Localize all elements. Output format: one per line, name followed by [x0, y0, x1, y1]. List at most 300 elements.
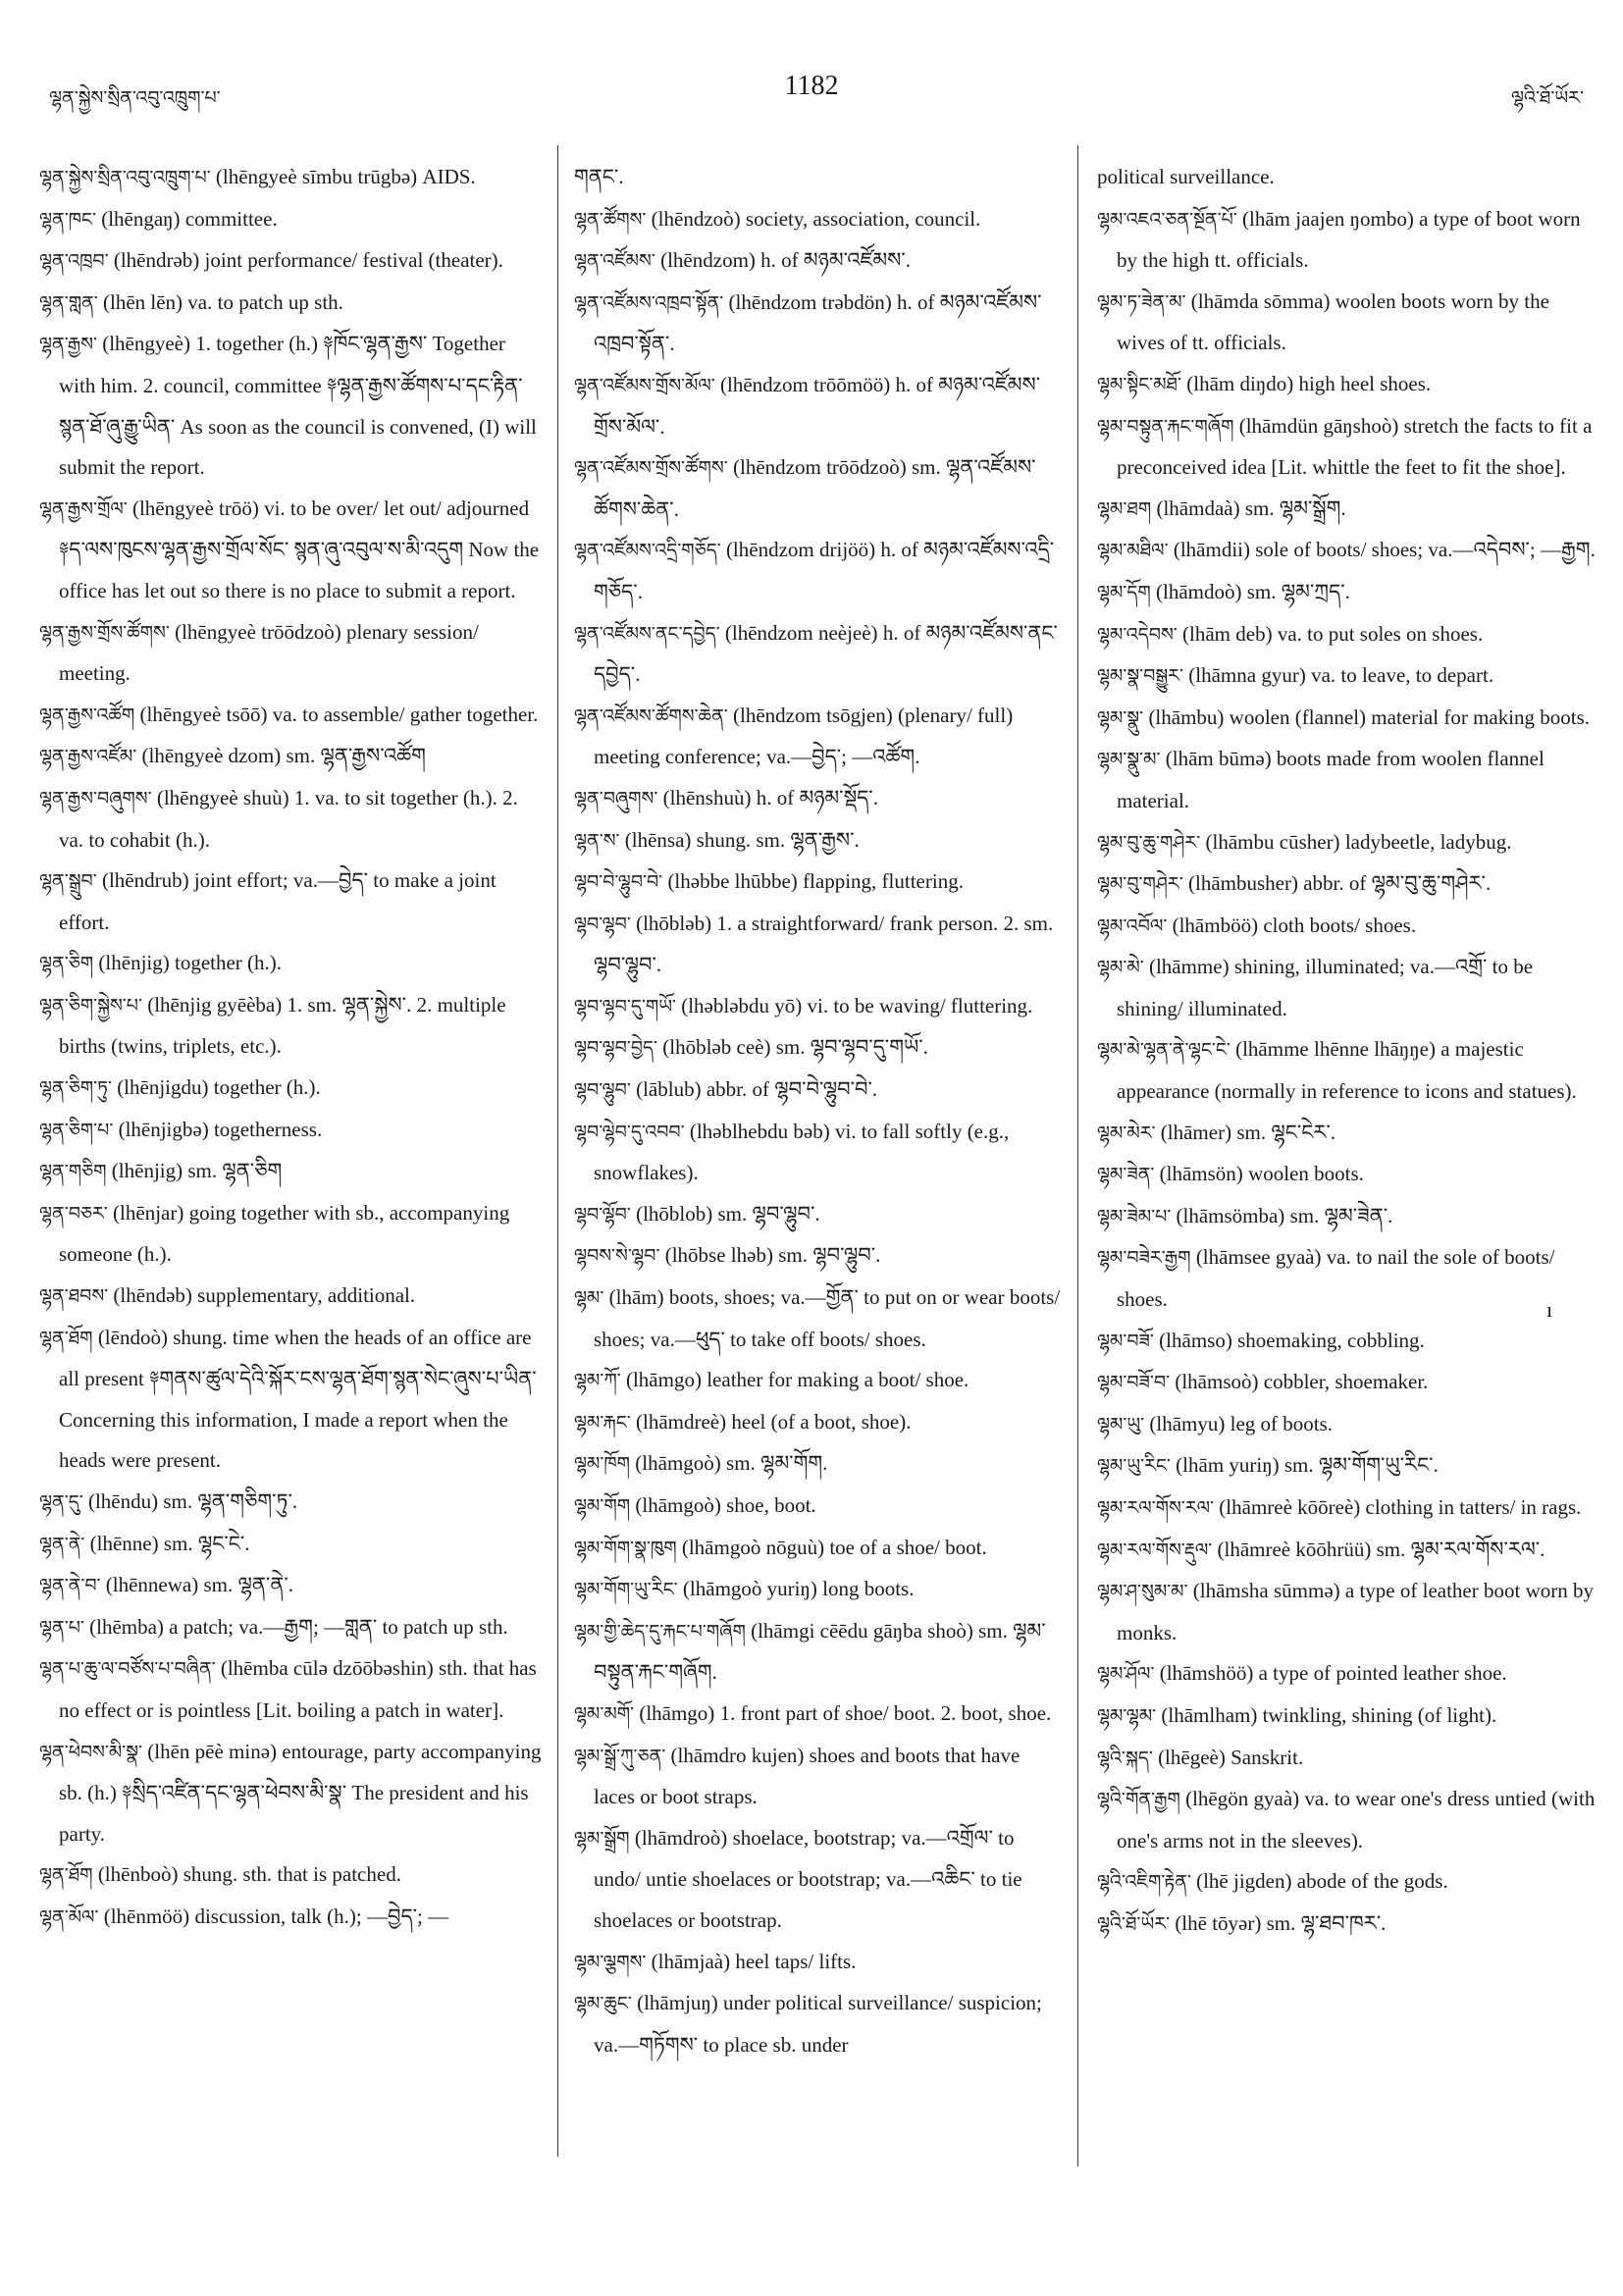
entry-pronunciation: (lhē tōyər): [1175, 1910, 1262, 1935]
entry-pronunciation: (lhēndrub): [101, 868, 189, 893]
entry-headword: ལྷན་འཛོམས་འདྲི་གཅོད་: [574, 540, 721, 562]
entry-pronunciation: (lhəbləbdu yō): [681, 993, 803, 1018]
entry-headword: ལྷན་རྒྱས་གྲོལ་: [39, 497, 128, 520]
dictionary-entry: [1097, 655, 1597, 698]
entry-pronunciation: (lhāmreè kōōreè): [1219, 1495, 1361, 1519]
entry-headword: ལྷམ་འབོལ་: [1097, 914, 1168, 937]
entry-headword: ལྷན་བཅར་: [39, 1202, 108, 1225]
entry-headword: ལྷན་ཅིག་སྐྱེས་པ་: [39, 994, 142, 1017]
dictionary-entry: [1097, 364, 1597, 406]
entry-definition: 1. a straightforward/ frank person. 2. sm. ལྷབ་ལྷུབ་.: [594, 911, 1054, 977]
entry-headword: ལྷམ་བཟོ་: [1097, 1330, 1154, 1352]
entry-definition: sm. ལྷན་རྒྱས་འཚོག: [286, 744, 426, 768]
entry-pronunciation: (lhāmgo): [625, 1368, 702, 1392]
dictionary-entry: [574, 1443, 1065, 1486]
entry-pronunciation: (lhāmyu): [1149, 1411, 1226, 1435]
entry-pronunciation: (lhēgön gyaà): [1185, 1787, 1300, 1811]
entry-pronunciation: (lhāmlham): [1161, 1702, 1258, 1727]
entry-pronunciation: (lhāmgoò): [635, 1493, 721, 1517]
dictionary-entry: [1097, 1362, 1597, 1404]
entry-pronunciation: (lhēnmöö): [103, 1904, 190, 1928]
entry-pronunciation: (lhāmda sōmma): [1190, 288, 1331, 313]
dictionary-entry: [39, 324, 545, 488]
entry-definition: shoemaking, cobbling.: [1237, 1328, 1425, 1352]
entry-definition: གནང་.: [574, 165, 624, 188]
entry-definition: stretch the facts to fit a preconceived idea [Lit. whittle the feet to fit the shoe].: [1117, 413, 1593, 480]
entry-pronunciation: (lhāmdroò): [634, 1825, 728, 1850]
dictionary-entry: [574, 1942, 1065, 1984]
dictionary-entry: [1097, 1738, 1597, 1780]
entry-definition: shung. time when the heads of an office are all present ༈གནས་ཚུལ་དེའི་སྐོར་ངས་ལྷན་ཐོག་སྙན་སེང་ཞུས་པ་ཡིན་ Concerning this information, I made a report when the heads were present.: [59, 1325, 537, 1473]
entry-pronunciation: (lhēndzom neèjeè): [724, 620, 878, 645]
entry-headword: ལྷབ་ལྷབ་: [574, 913, 631, 935]
dictionary-entry: [39, 1732, 545, 1855]
dictionary-entry: [574, 240, 1065, 283]
entry-headword: ལྷམ་འཇའ་ཅན་སྔོན་པོ་: [1097, 208, 1237, 231]
entry-definition: sm. ལྷམ་གོག.: [726, 1451, 828, 1476]
entry-definition: vi. to fall softly (e.g., snowflakes).: [594, 1119, 1010, 1185]
dictionary-entry: [574, 1611, 1065, 1694]
entry-definition: h. of མཉམ་འཛོམས་གྲོས་མོལ་.: [594, 372, 1041, 439]
entry-headword: ལྷམ་ཀོ་: [574, 1370, 621, 1392]
dictionary-entry: [1097, 199, 1597, 282]
entry-definition: flapping, fluttering.: [803, 869, 964, 894]
entry-pronunciation: (lhāmjuŋ): [637, 1991, 718, 2015]
entry-definition: togetherness.: [213, 1117, 323, 1141]
entry-definition: together (h.).: [213, 1075, 321, 1100]
entry-headword: ལྷན་ཅིག: [39, 953, 94, 975]
dictionary-entry: [39, 1607, 545, 1649]
entry-headword: ལྷམ་ཐག: [1097, 497, 1152, 520]
dictionary-entry: [39, 1565, 545, 1607]
entry-pronunciation: (lhēngyeè trōōdzoò): [175, 619, 341, 644]
entry-definition: va. to assemble/ gather together.: [272, 702, 539, 726]
entry-headword: ལྷམ་ཡུ་: [1097, 1413, 1145, 1435]
dictionary-entry: [39, 283, 545, 325]
dictionary-entry: [1097, 1861, 1597, 1904]
entry-headword: ལྷན་རྒྱས་འཛོམ་: [39, 746, 137, 768]
entry-pronunciation: (lhāmgoò yuriŋ): [682, 1577, 817, 1601]
dictionary-entry: [39, 778, 545, 861]
entry-headword: ལྷམ་སྟིང་མཐོ་: [1097, 373, 1181, 395]
entry-headword: ལྷན་རྒྱས་: [39, 334, 97, 356]
dictionary-entry: [574, 986, 1065, 1028]
entry-headword: ལྷམ་ཟེན་: [1097, 1164, 1155, 1186]
entry-definition: va. to wear one's dress untied (with one's arms not in the sleeves).: [1117, 1787, 1596, 1852]
entry-definition: shoes and boots that have laces or boot straps.: [594, 1743, 1021, 1809]
entry-pronunciation: (lhēnne): [89, 1531, 159, 1555]
dictionary-entry: [39, 1276, 545, 1318]
entry-headword: ལྷམ་མགོ་: [574, 1702, 635, 1725]
entry-definition: sm. ལྷམ་གོག་ཡུ་རིང་.: [1283, 1453, 1439, 1478]
entry-headword: ལྷམ་ཏ་ཟེན་མ་: [1097, 290, 1186, 313]
entry-definition: sm. ལྷན་ནེ་.: [203, 1573, 293, 1597]
entry-definition: h. of མཉམ་འཛོམས་འཁྲབ་སྟོན་.: [594, 289, 1042, 356]
dictionary-entry: [574, 1402, 1065, 1444]
dictionary-entry: [574, 1278, 1065, 1360]
entry-pronunciation: (lhōbləb): [636, 911, 712, 935]
entry-headword: ལྷམ་མེ་ལྷན་ནེ་ལྷང་ངེ་: [1097, 1039, 1230, 1062]
entry-headword: ལྷའི་སྐད་: [1097, 1747, 1153, 1769]
entry-headword: ལྷན་སྐྱེས་སྲིན་འབུ་འཁྲུག་པ་: [39, 167, 211, 188]
dictionary-entry: [574, 1983, 1065, 2065]
entry-definition: a type of leather boot worn by monks.: [1117, 1579, 1594, 1644]
dictionary-entry: [574, 1528, 1065, 1570]
entry-pronunciation: (lhāmso): [1159, 1328, 1232, 1352]
dictionary-entry: [574, 613, 1065, 696]
entry-definition: h. of མཉམ་སྡོད་.: [756, 785, 878, 809]
entry-headword: ལྷབ་ལྷོབ་: [574, 1203, 631, 1226]
dictionary-entry: [1097, 1113, 1597, 1155]
entry-definition: heel (of a boot, shoe).: [731, 1409, 912, 1434]
entry-definition: woolen boots.: [1248, 1162, 1364, 1186]
entry-headword: ལྷན་ཚོགས་: [574, 208, 647, 231]
dictionary-column-3: [1097, 157, 1597, 1946]
entry-headword: ལྷམ་དོག: [1097, 581, 1151, 603]
entry-headword: ལྷམ་སྣ་བསྒྱུར་: [1097, 665, 1184, 688]
entry-definition: heel taps/ lifts.: [735, 1949, 857, 1973]
dictionary-entry: [1097, 406, 1597, 489]
entry-pronunciation: (lhōblob): [636, 1201, 713, 1226]
entry-headword: ལྷམ་ཟེམ་པ་: [1097, 1205, 1172, 1227]
entry-definition: entourage, party accompanying sb. (h.) ༈སྲིད་འཛིན་དང་ལྷན་ཕེབས་མི་སྣ་ The president and his party.: [59, 1739, 542, 1846]
entry-pronunciation: (lhāmna gyur): [1188, 663, 1306, 688]
entry-pronunciation: (lhāmsön): [1159, 1162, 1243, 1186]
dictionary-entry: [1097, 1779, 1597, 1861]
entry-definition: h. of མཉམ་འཛོམས་.: [760, 248, 911, 273]
entry-headword: ལྷམ་བཟེར་རྒྱག: [1097, 1247, 1191, 1270]
entry-pronunciation: (lhēndzom trəbdön): [728, 289, 892, 314]
entry-pronunciation: (lhēndzoò): [651, 206, 741, 231]
entry-definition: 1. va. to sit together (h.). 2. va. to cohabit (h.).: [59, 785, 518, 852]
entry-pronunciation: (lhēnnewa): [105, 1573, 199, 1597]
entry-definition: discussion, talk (h.); —བྱེད་; —: [194, 1904, 449, 1928]
dictionary-entry: [39, 861, 545, 943]
stray-mark: ı: [1546, 1297, 1553, 1322]
entry-pronunciation: (lhāmreè kōōhrüü): [1217, 1537, 1372, 1561]
entry-headword: ལྷན་དུ་: [39, 1491, 83, 1513]
entry-headword: ལྷམ་མེ་: [1097, 957, 1144, 979]
entry-headword: ལྷན་ཐོག: [39, 1327, 93, 1349]
entry-pronunciation: (lhāmböö): [1172, 913, 1259, 937]
dictionary-entry: [574, 530, 1065, 612]
dictionary-entry: [1097, 863, 1597, 906]
dictionary-entry: [1097, 614, 1597, 656]
entry-pronunciation: (lhēngyeè): [102, 332, 190, 356]
entry-pronunciation: (lhēnjig): [111, 1159, 183, 1183]
entry-headword: ལྷམ་བུ་ཆུ་གཤེར་: [1097, 831, 1201, 854]
entry-headword: ལྷམ་ཁོག: [574, 1453, 631, 1476]
entry-definition: clothing in tatters/ in rags.: [1365, 1495, 1582, 1519]
entry-headword: ལྷབས་སེ་ལྷབ་: [574, 1245, 660, 1268]
entry-pronunciation: (lhāmbu cūsher): [1205, 829, 1340, 854]
entry-definition: leather for making a boot/ shoe.: [707, 1368, 969, 1392]
dictionary-entry: [574, 861, 1065, 904]
entry-headword: ལྷམ་གོག་སྣ་ཁུག: [574, 1537, 677, 1559]
dictionary-entry: [574, 904, 1065, 986]
dictionary-entry: [574, 365, 1065, 447]
entry-pronunciation: (lhēn pēè minə): [147, 1739, 278, 1763]
entry-pronunciation: (lhēnboò): [97, 1862, 179, 1887]
entry-pronunciation: (lhāmdaà): [1156, 496, 1240, 520]
dictionary-entry: [39, 1482, 545, 1524]
entry-definition: woolen (flannel) material for making boots.: [1229, 704, 1591, 729]
entry-headword: ལྷན་འཛོམས་གྲོས་ཚོགས་: [574, 457, 728, 480]
entry-headword: ལྷན་འཛོམས་: [574, 250, 655, 273]
dictionary-entry: [574, 1194, 1065, 1236]
right-running-head: ལྷའི་ཐོ་ཡོར་: [1510, 87, 1584, 109]
entry-headword: ལྷན་མོལ་: [39, 1905, 99, 1928]
entry-definition: sm. ལྷན་འཛོམས་ཚོགས་ཆེན་.: [594, 455, 1036, 521]
dictionary-entry: [39, 985, 545, 1068]
dictionary-entry: [39, 1068, 545, 1110]
dictionary-entry: [1097, 698, 1597, 740]
entry-headword: ལྷམ་མེར་: [1097, 1122, 1156, 1144]
entry-pronunciation: (lhēnjigdu): [117, 1075, 209, 1100]
entry-headword: ལྷན་པ་ཆུ་ལ་བཙོས་པ་བཞིན་: [39, 1658, 216, 1681]
dictionary-entry: [574, 1112, 1065, 1194]
entry-pronunciation: (lhāmdro kujen): [670, 1743, 805, 1767]
entry-pronunciation: (lhēnjar): [113, 1200, 184, 1225]
entry-pronunciation: (lhāmme): [1148, 955, 1230, 979]
dictionary-entry: [39, 695, 545, 737]
dictionary-entry: [574, 1235, 1065, 1278]
entry-headword: ལྷན་ཕེབས་མི་སྣ་: [39, 1741, 143, 1763]
dictionary-entry: [1097, 1696, 1597, 1738]
entry-definition: sm. ལྷམ་སྒྲོག.: [1244, 496, 1346, 520]
entry-definition: cobbler, shoemaker.: [1263, 1370, 1429, 1394]
entry-pronunciation: (lhāmshöö): [1159, 1661, 1254, 1686]
entry-definition: sm. ལྷམ་བསྟུན་རྐང་གཞོག.: [594, 1618, 1046, 1685]
entry-headword: ལྷན་ནེ་: [39, 1533, 85, 1555]
entry-headword: ལྷམ་སྒྲོག: [574, 1827, 630, 1850]
entry-definition: abode of the gods.: [1296, 1869, 1448, 1894]
dictionary-entry: [39, 199, 545, 241]
entry-headword: ལྷམ་གྱི་ཆེད་དུ་རྐང་པ་གཞོག: [574, 1620, 746, 1643]
dictionary-column-1: [39, 157, 545, 1939]
entry-headword: ལྷའི་འཇིག་རྟེན་: [1097, 1871, 1191, 1894]
entry-pronunciation: (lhēn lēn): [103, 289, 183, 314]
dictionary-entry: [39, 1897, 545, 1939]
entry-definition: shoelace, bootstrap; va.—འགྲོལ་ to undo/ untie shoelaces or bootstrap; va.—འཆིང་ to tie shoelaces or bootstrap.: [594, 1825, 1022, 1932]
dictionary-entry: [39, 489, 545, 612]
dictionary-entry: [1097, 1445, 1597, 1487]
entry-headword: ལྷམ་བསྟུན་རྐང་གཞོག: [1097, 415, 1234, 438]
entry-pronunciation: (lhēngaŋ): [101, 206, 181, 231]
entry-definition: long boots.: [822, 1577, 915, 1601]
dictionary-entry: [1097, 572, 1597, 614]
entry-headword: ལྷམ་རལ་གོས་རྡུལ་: [1097, 1539, 1213, 1561]
entry-headword: ལྷམ་ཤོལ་: [1097, 1663, 1155, 1686]
entry-pronunciation: (lhāmer): [1160, 1120, 1232, 1144]
dictionary-entry: [39, 1110, 545, 1152]
entry-headword: ལྷན་སྒྲུབ་: [39, 870, 97, 893]
entry-pronunciation: (lhēngyeè trōö): [131, 496, 259, 520]
entry-pronunciation: (lhōbləb ceè): [662, 1035, 771, 1060]
dictionary-entry: [1097, 530, 1597, 572]
entry-pronunciation: (lhām): [608, 1285, 664, 1310]
entry-pronunciation: (lhām deb): [1182, 621, 1273, 646]
entry-definition: sm. ལྷ་ཐབ་ཁར་.: [1266, 1910, 1387, 1935]
entry-pronunciation: (lhē jigden): [1196, 1869, 1292, 1894]
entry-headword: ལྷབ་ལྷུབ་: [574, 1079, 631, 1102]
entry-definition: sole of boots/ shoes; va.—འདེབས་; —རྒྱག.: [1255, 538, 1596, 562]
entry-headword: ལྷན་འཛོམས་འཁྲབ་སྟོན་: [574, 291, 724, 314]
dictionary-entry: [39, 1524, 545, 1566]
entry-headword: ལྷན་འཛོམས་ནང་དབྱེད་: [574, 622, 720, 645]
entry-definition: twinkling, shining (of light).: [1262, 1702, 1497, 1727]
entry-definition: supplementary, additional.: [197, 1283, 416, 1308]
entry-pronunciation: (lhēgeè): [1158, 1745, 1226, 1769]
dictionary-entry: [574, 447, 1065, 530]
entry-pronunciation: (lhēngyeè shuù): [156, 785, 289, 809]
left-running-head: ལྷན་སྐྱེས་སྲིན་འབུ་འཁྲུག་པ་: [49, 87, 221, 109]
entry-headword: ལྷའི་གོན་རྒྱག: [1097, 1789, 1180, 1811]
entry-headword: ལྷམ་ཤ་སུམ་མ་: [1097, 1581, 1188, 1603]
entry-headword: ལྷན་རྒྱས་འཚོག: [39, 704, 135, 726]
dictionary-entry: [39, 1648, 545, 1731]
dictionary-entry: [1097, 1321, 1597, 1363]
dictionary-entry: [1097, 947, 1597, 1029]
dictionary-entry: [574, 1486, 1065, 1528]
column-divider-left: [557, 145, 558, 2157]
entry-headword: ལྷམ་སྣུ་: [1097, 706, 1144, 729]
entry-pronunciation: (lhōbse lhəb): [664, 1243, 773, 1268]
dictionary-entry: [39, 240, 545, 283]
entry-definition: a type of boot worn by the high tt. officials.: [1117, 206, 1581, 273]
dictionary-entry: [39, 157, 545, 199]
entry-pronunciation: (lāblub): [636, 1077, 702, 1102]
entry-headword: ལྷན་རྒྱས་གྲོས་ཚོགས་: [39, 621, 170, 644]
entry-definition: shung. sth. that is patched.: [183, 1862, 401, 1887]
entry-definition: va. to leave, to depart.: [1311, 663, 1494, 688]
entry-headword: ལྷན་ཅིག་པ་: [39, 1119, 114, 1141]
entry-pronunciation: (lhāmsömba): [1176, 1203, 1285, 1227]
dictionary-entry: [574, 1070, 1065, 1112]
entry-headword: ལྷམ་བུ་གཤེར་: [1097, 873, 1183, 896]
entry-pronunciation: (lhēndzom trōōdzoò): [733, 455, 907, 480]
dictionary-entry: [39, 1193, 545, 1276]
entry-definition: va. to nail the sole of boots/ shoes.: [1117, 1245, 1555, 1312]
entry-definition: society, association, council.: [745, 206, 981, 231]
entry-definition: Sanskrit.: [1230, 1745, 1304, 1769]
dictionary-entry: [1097, 1530, 1597, 1572]
entry-pronunciation: (lhāmgoò): [635, 1451, 721, 1476]
entry-pronunciation: (lhāmgo): [639, 1700, 715, 1725]
entry-headword: ལྷན་པ་: [39, 1616, 84, 1639]
dictionary-entry: [1097, 822, 1597, 864]
entry-headword: ལྷན་ནེ་བ་: [39, 1575, 101, 1597]
dictionary-entry: [1097, 1653, 1597, 1696]
entry-headword: ལྷམ་འདེབས་: [1097, 623, 1178, 646]
dictionary-entry: [39, 736, 545, 778]
entry-pronunciation: (lhām diŋdo): [1186, 371, 1294, 395]
entry-definition: going together with sb., accompanying someone (h.).: [59, 1200, 510, 1267]
entry-definition: ladybeetle, ladybug.: [1344, 829, 1512, 854]
dictionary-entry: [574, 778, 1065, 820]
page-header: [0, 59, 1623, 128]
entry-pronunciation: (lhām yuriŋ): [1176, 1453, 1280, 1478]
entry-definition: sm. ལྷམ་རལ་གོས་རལ་.: [1376, 1537, 1545, 1561]
entry-definition: joint performance/ festival (theater).: [204, 248, 503, 273]
entry-pronunciation: (lhēngyeè dzom): [141, 744, 282, 768]
entry-definition: sth. that has no effect or is pointless [Lit. boiling a patch in water].: [59, 1656, 537, 1722]
entry-pronunciation: (lhāmgoò nōguù): [681, 1535, 825, 1559]
dictionary-entry: [1097, 1487, 1597, 1530]
entry-pronunciation: (lhāmme lhēnne lhāŋŋe): [1235, 1037, 1436, 1062]
entry-pronunciation: (lhēnsa): [624, 827, 692, 852]
dictionary-entry: [1097, 1904, 1597, 1946]
entry-pronunciation: (lhəblhebdu bəb): [689, 1119, 830, 1143]
entry-definition: sm. ལྷན་ཅིག: [187, 1159, 283, 1183]
entry-headword: ལྷན་གླན་: [39, 291, 98, 314]
dictionary-entry: [1097, 1029, 1597, 1112]
entry-pronunciation: (lhāmdii): [1173, 538, 1250, 562]
entry-headword: ལྷན་ས་: [574, 829, 620, 852]
entry-definition: abbr. of ལྷམ་བུ་ཆུ་གཤེར་.: [1303, 871, 1492, 896]
entry-pronunciation: (lhāmdreè): [636, 1409, 727, 1434]
entry-headword: ལྷའི་ཐོ་ཡོར་: [1097, 1912, 1171, 1935]
entry-pronunciation: (lhām būmə): [1165, 747, 1272, 771]
entry-pronunciation: (lhēndrəb): [113, 248, 200, 273]
entry-definition: joint effort; va.—བྱེད་ to make a joint effort.: [59, 868, 497, 934]
entry-pronunciation: (lhēnjig): [98, 951, 170, 975]
page-number: 1182: [784, 71, 839, 101]
dictionary-entry: [574, 1694, 1065, 1736]
entry-definition: shung. sm. ལྷན་རྒྱས་.: [696, 827, 860, 852]
entry-pronunciation: (lēndoò): [97, 1325, 168, 1349]
dictionary-entry: [39, 612, 545, 695]
entry-definition: sm. ལྷབ་ལྷབ་དུ་གཡོ་.: [775, 1035, 928, 1060]
entry-definition: high heel shoes.: [1298, 371, 1432, 395]
entry-definition: h. of མཉམ་འཛོམས་འདྲི་གཅོད་.: [594, 538, 1055, 603]
entry-headword: ལྷན་ཁང་: [39, 208, 96, 231]
dictionary-entry: [39, 1318, 545, 1482]
dictionary-entry: [39, 1151, 545, 1193]
entry-definition: va. to put soles on shoes.: [1277, 621, 1484, 646]
entry-pronunciation: (lhāmdün gāŋshoò): [1238, 413, 1399, 438]
dictionary-entry: [574, 1360, 1065, 1402]
entry-pronunciation: (lhēndu): [87, 1489, 159, 1513]
entry-definition: AIDS.: [422, 165, 476, 188]
entry-definition: leg of boots.: [1230, 1411, 1334, 1435]
entry-definition: woolen boots worn by the wives of tt. officials.: [1117, 288, 1549, 355]
entry-headword: ལྷན་གཅིག: [39, 1161, 107, 1183]
entry-pronunciation: (lhām jaajen ŋombo): [1242, 206, 1414, 231]
column-divider-right: [1077, 145, 1078, 2166]
entry-pronunciation: (lhāmjaà): [651, 1949, 731, 1973]
dictionary-entry: [1097, 1404, 1597, 1446]
dictionary-entry: [574, 283, 1065, 365]
dictionary-entry: [574, 1736, 1065, 1818]
entry-definition: sm. ལྷང་ངེ་.: [163, 1531, 250, 1555]
entry-pronunciation: (lhēndzom trōōmöö): [720, 372, 891, 396]
dictionary-entry: [1097, 739, 1597, 821]
entry-pronunciation: (lhāmdoò): [1156, 579, 1242, 603]
entry-definition: va. to patch up sth.: [187, 289, 343, 314]
dictionary-entry: [1097, 1196, 1597, 1238]
entry-definition: plenary session/ meeting.: [59, 619, 479, 686]
entry-headword: ལྷན་འཛོམས་གྲོས་མོལ་: [574, 374, 715, 396]
entry-headword: ལྷན་ཐོག: [39, 1864, 93, 1887]
dictionary-entry: [1097, 906, 1597, 948]
entry-headword: ལྷན་རྒྱས་བཞུགས་: [39, 787, 152, 809]
entry-definition: sm. ལྷང་ངེར་.: [1236, 1120, 1336, 1144]
entry-headword: ལྷམ་: [574, 1287, 604, 1310]
entry-definition: (plenary/ full) meeting conference; va.—བྱེད་; —འཚོག.: [594, 703, 1014, 769]
entry-pronunciation: (lhēngyeè sīmbu trūgbə): [215, 165, 418, 188]
dictionary-entry: [574, 696, 1065, 778]
